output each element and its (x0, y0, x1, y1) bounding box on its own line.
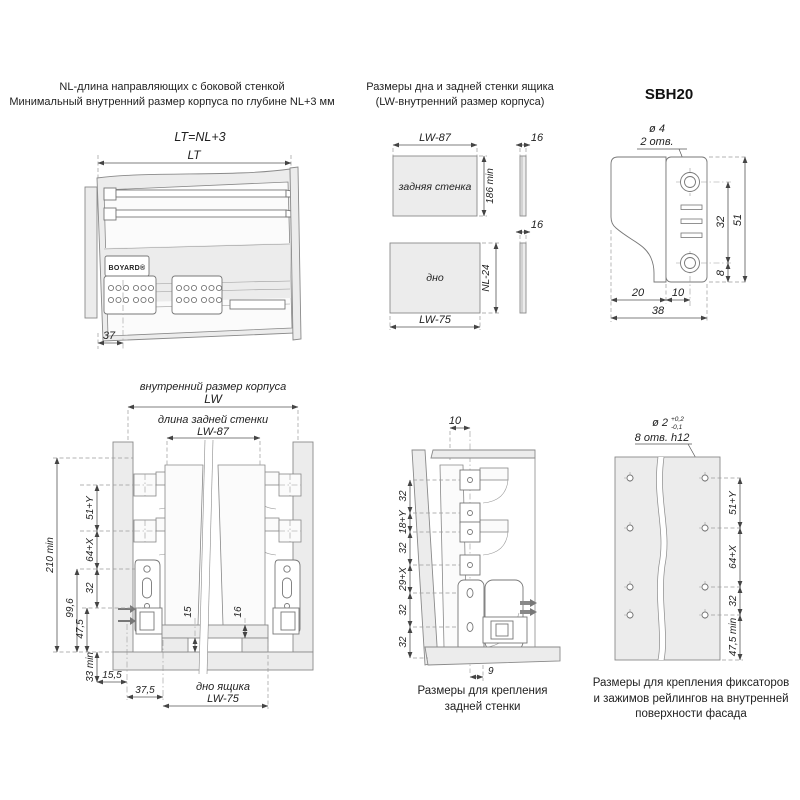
fixing-brackets (460, 468, 508, 575)
cabinet-bottom (113, 652, 313, 670)
clamp-left (136, 608, 162, 634)
cabinet-side-slanted (412, 450, 438, 665)
hole-diameter-label: ø 2 (652, 417, 668, 429)
tolerance-minus: -0,1 (671, 424, 683, 431)
dim-label-16: 16 (233, 606, 244, 618)
dim-label-16-bottom: 16 (530, 219, 544, 231)
top-left-header (8, 80, 336, 111)
dim-9 (470, 665, 494, 681)
dim-label-155: 15,5 (102, 670, 122, 681)
bottom-middle-caption (390, 684, 575, 715)
chain-label-4: 29+X (398, 567, 409, 591)
bottom-edge-view (516, 219, 544, 313)
dim-label-64x: 64+X (728, 545, 739, 569)
chain-label-1: 32 (398, 490, 409, 502)
bottom-dim-label: LW-75 (207, 693, 239, 705)
back-wall-edge-view (516, 132, 544, 216)
drawer-bottom-panel (162, 625, 268, 638)
dim-label-lw87: LW-87 (419, 132, 451, 144)
caption-line-1: Размеры для крепления фиксаторов (592, 677, 790, 689)
chain-label-3: 32 (398, 542, 409, 554)
cabinet-bottom-edge (425, 647, 560, 665)
chain-label-6: 32 (398, 636, 409, 648)
header-line-1: Размеры дна и задней стенки ящика (366, 81, 554, 93)
back-wall-fixing-drawing (395, 415, 580, 690)
rail-bracket-row-1 (134, 472, 301, 509)
dim-label-64x: 64+X (85, 538, 96, 562)
rail-bracket-row-2 (134, 518, 301, 555)
dim-label-996: 99,6 (65, 598, 76, 618)
dim-label-10: 10 (671, 287, 685, 299)
hole-diameter-label: ø 4 (649, 123, 665, 135)
dim-lw-87 (393, 132, 477, 156)
bracket-slots (681, 205, 702, 238)
dim-label-lt: LT (187, 148, 201, 162)
logo-plate (105, 256, 149, 276)
dim-label-475: 47,5 (75, 619, 86, 639)
facade-fixing-drawing (600, 410, 800, 675)
dim-label-37: 37 (102, 330, 116, 342)
dim-label-9: 9 (488, 666, 494, 677)
dim-label-32: 32 (85, 582, 96, 594)
dim-label-lw75: LW-75 (419, 314, 451, 326)
header-line-2: (LW-внутренний размер корпуса) (375, 96, 545, 109)
dim-label-32: 32 (715, 215, 727, 229)
chain-label-2: 18+Y (398, 510, 409, 534)
brand-logo: BOYARD® (108, 265, 146, 272)
bottom-right-caption (582, 676, 800, 723)
tolerance-plus: +0,2 (671, 416, 684, 423)
top-middle-header (354, 80, 566, 111)
sbh20-bracket-drawing (595, 110, 795, 325)
lw-label: LW (204, 392, 222, 406)
caption-line-2: задней стенки (444, 700, 521, 713)
hole-count-label: 2 отв. (640, 136, 674, 148)
dim-label-16-back: 16 (530, 132, 544, 144)
drawer-side-view-drawing (20, 150, 340, 368)
drawer-sidewall-left (165, 465, 203, 625)
product-title: SBH20 (644, 86, 694, 103)
dim-label-nl24: NL-24 (481, 264, 492, 292)
drawer-sidewall-right (218, 465, 265, 625)
dim-label-10: 10 (448, 415, 462, 427)
bracket-flange (611, 157, 666, 282)
back-dim-label: LW-87 (197, 426, 229, 438)
dim-label-186min: 186 min (485, 168, 496, 204)
dim-186min (479, 156, 496, 216)
back-wall-label: задняя стенка (398, 181, 472, 193)
bottom-support-right (242, 638, 268, 652)
dim-32 (715, 182, 728, 263)
dim-label-475min: 47,5 min (728, 617, 739, 657)
cabinet-top-edge (431, 450, 535, 458)
dim-label-51y: 51+Y (728, 491, 739, 515)
chain-label-5: 32 (398, 604, 409, 616)
clamp-assembly (483, 617, 527, 643)
dim-label-8: 8 (715, 269, 727, 277)
dim-8 (715, 263, 728, 282)
dim-label-375: 37,5 (135, 685, 155, 696)
mount-plate-left (104, 276, 156, 314)
dim-label-51y: 51+Y (85, 496, 96, 520)
front-section-drawing (40, 380, 340, 712)
cabinet-back-edge (85, 187, 97, 318)
dim-label-32: 32 (728, 595, 739, 607)
dim-lw-75 (390, 314, 480, 330)
dim-label-51: 51 (732, 213, 744, 227)
bottom-panel-label: дно (426, 272, 444, 284)
dim-nl-24 (481, 243, 499, 313)
header-line-2: Минимальный внутренний размер корпуса по глубине NL+3 мм (9, 96, 335, 109)
facade-panel (615, 457, 720, 660)
lw-caption: внутренний размер корпуса (139, 381, 287, 393)
slide-member (230, 300, 285, 309)
dim-label-15: 15 (183, 606, 194, 618)
dim-label-20: 20 (631, 287, 645, 299)
caption-line-1: Размеры для крепления (417, 685, 548, 697)
clamp-right (273, 608, 299, 634)
header-line-1: NL-длина направляющих с боковой стенкой (59, 81, 285, 93)
hole-count-label: 8 отв. h12 (634, 432, 690, 444)
mount-plate-right (172, 276, 222, 314)
bottom-caption: дно ящика (196, 681, 250, 693)
caption-line-2: и зажимов рейлингов на внутренней (593, 692, 789, 705)
formula-lt: LT=NL+3 (174, 130, 226, 144)
caption-line-3: поверхности фасада (635, 708, 747, 721)
back-wall-and-bottom-drawing (380, 130, 570, 340)
dim-label-33min: 33 min (85, 651, 96, 683)
back-caption: длина задней стенки (157, 414, 269, 426)
bottom-support-left (162, 638, 188, 652)
dim-label-38: 38 (651, 305, 665, 317)
dim-label-210: 210 min (45, 537, 56, 573)
